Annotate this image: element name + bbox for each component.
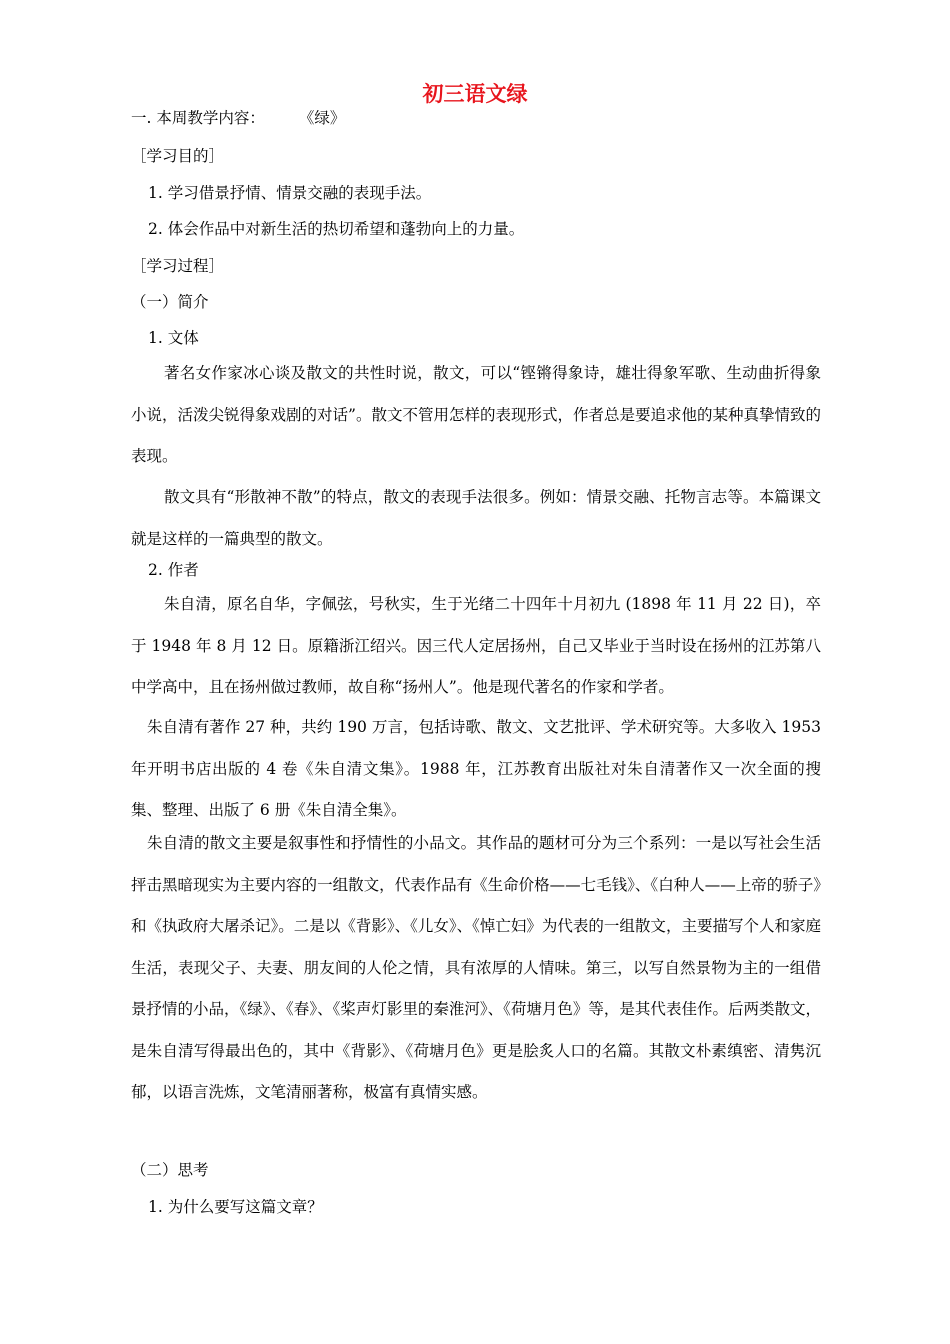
section-heading-thinking: （二）思考 xyxy=(131,1161,209,1179)
teaching-content-value: 《绿》 xyxy=(298,109,346,127)
section-heading-intro: （一）简介 xyxy=(131,293,209,311)
document-title: 初三语文绿 xyxy=(422,81,528,106)
goals-heading: ［学习目的］ xyxy=(131,147,225,165)
process-heading: ［学习过程］ xyxy=(131,257,225,275)
goal-item-2: 2. 体会作品中对新生活的热切希望和蓬勃向上的力量。 xyxy=(148,220,525,238)
paragraph-author-3: 朱自清的散文主要是叙事性和抒情性的小品文。其作品的题材可分为三个系列：一是以写社会生活抨击黑暗现实为主要内容的一组散文，代表作品有《生命价格——七毛钱》、《白种人——上帝的骄子》和《执政府大屠杀记》。二是以《背影》、《儿女》、《悼亡妇》为代表的一组散文，主要描写个人和家庭生活，表现父子、夫妻、朋友间的人伦之情，具有浓厚的人情味。第三，以写自然景物为主的一组借景抒情的小品，《绿》、《春》、《桨声灯影里的秦淮河》、《荷塘月色》等，是其代表佳作。后两类散文，是朱自清写得最出色的，其中《背影》、《荷塘月色》更是脍炙人口的名篇。其散文朴素缜密、清隽沉郁，以语言洗炼，文笔清丽著称，极富有真情实感。 xyxy=(131,834,821,1101)
subheading-genre: 1. 文体 xyxy=(148,329,199,347)
teaching-content-line xyxy=(131,106,345,130)
subheading-author: 2. 作者 xyxy=(148,561,199,579)
paragraph-author-2: 朱自清有著作 27 种，共约 190 万言，包括诗歌、散文、文艺批评、学术研究等。大多收入 1953 年开明书店出版的 4 卷《朱自清文集》。1988 年，江苏教育出版社对朱自清著作又一次全面的搜集、整理、出版了 6 册《朱自清全集》。 xyxy=(131,718,821,819)
paragraph-author-1: 朱自清，原名自华，字佩弦，号秋实，生于光绪二十四年十月初九 (1898 年 11 月 22 日)，卒于 1948 年 8 月 12 日。原籍浙江绍兴。因三代人定居扬州，自己又毕业于当时设在扬州的江苏第八中学高中，且在扬州做过教师，故自称“扬州人”。他是现代著名的作家和学者。 xyxy=(131,595,821,696)
teaching-content-label: 一. 本周教学内容： xyxy=(131,109,265,127)
goal-item-1: 1. 学习借景抒情、情景交融的表现手法。 xyxy=(148,184,432,202)
question-1: 1. 为什么要写这篇文章？ xyxy=(148,1198,323,1216)
paragraph-genre-1: 著名女作家冰心谈及散文的共性时说，散文，可以“铿锵得象诗，雄壮得象军歌、生动曲折得象小说，活泼尖锐得象戏剧的对话”。散文不管用怎样的表现形式，作者总是要追求他的某种真挚情致的表现。 xyxy=(131,364,821,465)
paragraph-genre-2: 散文具有“形散神不散”的特点，散文的表现手法很多。例如：情景交融、托物言志等。本篇课文就是这样的一篇典型的散文。 xyxy=(131,488,821,548)
